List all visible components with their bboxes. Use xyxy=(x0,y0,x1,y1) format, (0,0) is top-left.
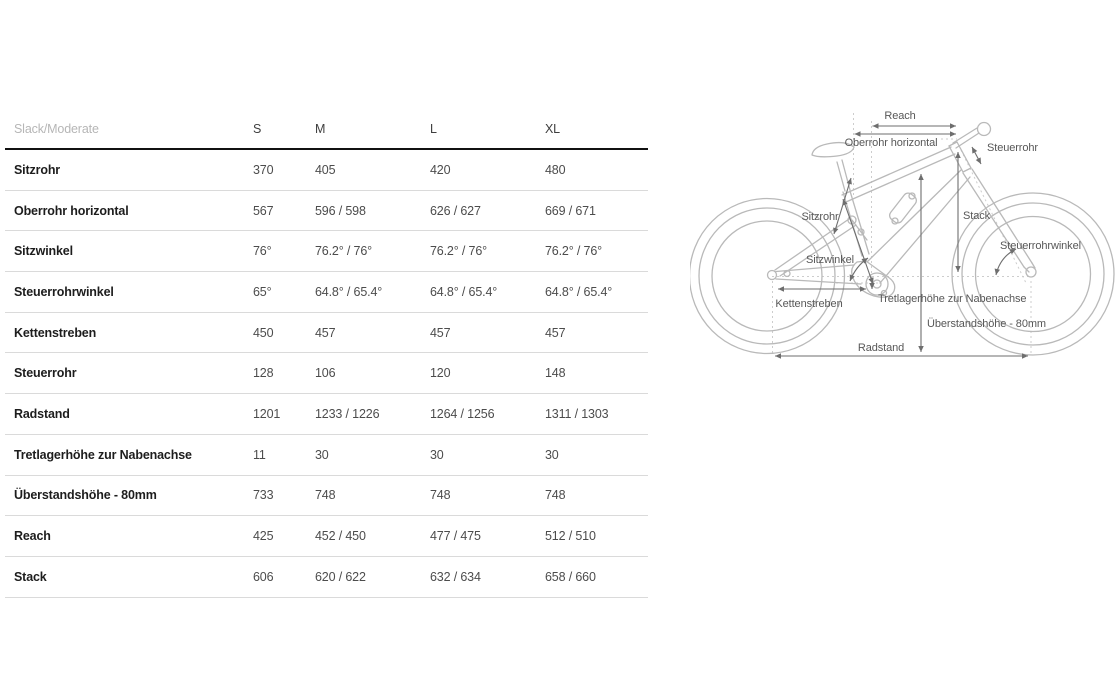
cell: 1233 / 1226 xyxy=(315,406,380,421)
cell: 405 xyxy=(315,162,336,177)
geometry-table-body xyxy=(5,150,648,598)
row-label: Oberrohr horizontal xyxy=(14,203,129,218)
label-sitzwinkel: Sitzwinkel xyxy=(806,254,854,266)
table-row xyxy=(5,272,648,313)
label-reach: Reach xyxy=(884,110,916,122)
geometry-table xyxy=(5,109,648,598)
label-oberrohr: Oberrohr horizontal xyxy=(844,137,938,149)
cell: 733 xyxy=(253,488,274,503)
label-steuerrohr: Steuerrohr xyxy=(987,142,1038,154)
cell: 76.2° / 76° xyxy=(315,244,372,259)
cell: 65° xyxy=(253,284,272,299)
cell: 457 xyxy=(315,325,336,340)
cell: 76° xyxy=(253,244,272,259)
cell: 748 xyxy=(545,488,566,503)
label-sitzrohr: Sitzrohr xyxy=(801,211,839,223)
table-row xyxy=(5,313,648,354)
label-radstand: Radstand xyxy=(857,342,905,354)
row-label: Sitzrohr xyxy=(14,162,61,177)
cell: 512 / 510 xyxy=(545,529,596,544)
row-label: Stack xyxy=(14,569,47,584)
cell: 420 xyxy=(430,162,451,177)
row-label: Steuerrohrwinkel xyxy=(14,284,114,299)
table-row xyxy=(5,435,648,476)
cell: 30 xyxy=(430,447,444,462)
cell: 452 / 450 xyxy=(315,529,366,544)
cell: 76.2° / 76° xyxy=(430,244,487,259)
cell: 457 xyxy=(545,325,566,340)
cell: 1264 / 1256 xyxy=(430,406,495,421)
label-ueberstandshoehe: Überstandshöhe - 80mm xyxy=(927,318,1046,330)
cell: 567 xyxy=(253,203,274,218)
label-steuerrohrwinkel: Steuerrohrwinkel xyxy=(1000,240,1081,252)
table-row xyxy=(5,231,648,272)
table-header xyxy=(5,109,648,150)
cell: 620 / 622 xyxy=(315,569,366,584)
label-stack: Stack xyxy=(963,210,991,222)
cell: 748 xyxy=(315,488,336,503)
table-row xyxy=(5,353,648,394)
cell: 1311 / 1303 xyxy=(545,406,609,421)
cell: 106 xyxy=(315,366,336,381)
cell: 120 xyxy=(430,366,451,381)
cell: 477 / 475 xyxy=(430,529,481,544)
cell: 370 xyxy=(253,162,274,177)
row-label: Reach xyxy=(14,529,51,544)
table-row xyxy=(5,150,648,191)
row-label: Radstand xyxy=(14,406,70,421)
cell: 11 xyxy=(253,447,266,462)
cell: 626 / 627 xyxy=(430,203,481,218)
cell: 457 xyxy=(430,325,451,340)
table-row xyxy=(5,557,648,598)
cell: 658 / 660 xyxy=(545,569,596,584)
cell: 596 / 598 xyxy=(315,203,366,218)
cell: 606 xyxy=(253,569,274,584)
table-title: Slack/Moderate xyxy=(14,121,99,136)
label-kettenstreben: Kettenstreben xyxy=(775,298,843,310)
bike-geometry-diagram xyxy=(690,95,1119,380)
row-label: Kettenstreben xyxy=(14,325,97,340)
cell: 480 xyxy=(545,162,566,177)
row-label: Tretlagerhöhe zur Nabenachse xyxy=(14,447,192,462)
cell: 669 / 671 xyxy=(545,203,596,218)
column-header-s: S xyxy=(253,121,262,136)
cell: 30 xyxy=(545,447,559,462)
cell: 76.2° / 76° xyxy=(545,244,602,259)
cell: 425 xyxy=(253,529,274,544)
table-row xyxy=(5,476,648,517)
cell: 64.8° / 65.4° xyxy=(430,284,498,299)
column-header-l: L xyxy=(430,121,437,136)
cell: 450 xyxy=(253,325,274,340)
table-row xyxy=(5,191,648,232)
row-label: Steuerrohr xyxy=(14,366,77,381)
cell: 64.8° / 65.4° xyxy=(315,284,383,299)
cell: 632 / 634 xyxy=(430,569,481,584)
column-header-m: M xyxy=(315,121,326,136)
cell: 1201 xyxy=(253,406,281,421)
cell: 148 xyxy=(545,366,566,381)
row-label: Überstandshöhe - 80mm xyxy=(14,488,157,503)
table-row xyxy=(5,394,648,435)
label-tretlagerhoehe: Tretlagerhöhe zur Nabenachse xyxy=(878,293,1027,305)
column-header-xl: XL xyxy=(545,121,560,136)
cell: 30 xyxy=(315,447,329,462)
table-row xyxy=(5,516,648,557)
cell: 64.8° / 65.4° xyxy=(545,284,613,299)
row-label: Sitzwinkel xyxy=(14,244,73,259)
cell: 128 xyxy=(253,366,274,381)
cell: 748 xyxy=(430,488,451,503)
